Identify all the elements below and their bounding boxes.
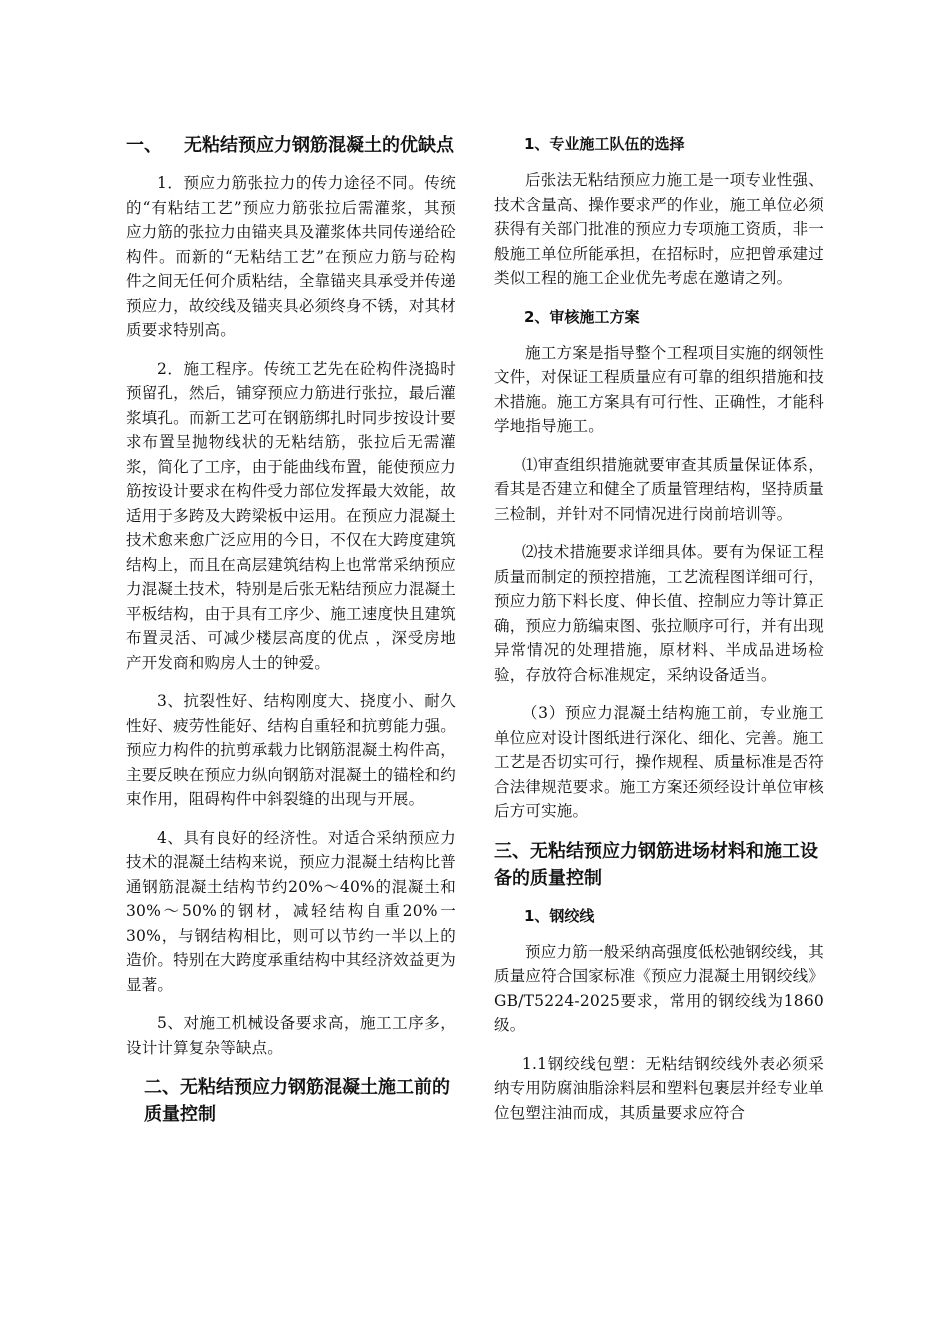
paragraph-design-deepening: （3）预应力混凝土结构施工前，专业施工单位应对设计图纸进行深化、细化、完善。施工工艺是否切实可行，操作规程、质量标准是否符合法律规范要求。施工方案还须经设计单位审核后方可实施。 (494, 704, 824, 820)
section-3-heading: 三、无粘结预应力钢筋进场材料和施工设备的质量控制 (494, 840, 818, 889)
left-column (126, 132, 456, 1140)
paragraph-5: 5、对施工机械设备要求高，施工工序多，设计计算复杂等缺点。 (126, 1014, 456, 1057)
section-2-heading: 二、无粘结预应力钢筋混凝土施工前的质量控制 (144, 1077, 450, 1125)
paragraph-tech-measures: ⑵技术措施要求详细具体。要有为保证工程质量而制定的预控措施，工艺流程图详细可行，预应力筋下料长度、伸长值、控制应力等计算正确，预应力筋编束图、张拉顺序可行，并有出现异常情况的处理措施，原材料、半成品进场检验，存放符合标准规定，采纳设备适当。 (494, 543, 824, 684)
paragraph-1: 1．预应力筋张拉力的传力途径不同。传统的“有粘结工艺”预应力筋张拉后需灌浆，其预应力筋的张拉力由锚夹具及灌浆体共同传递给砼构件。而新的“无粘结工艺”在预应力筋与砼构件之间无任何介质粘结，全靠锚夹具承受并传递预应力，故绞线及锚夹具必须终身不锈，对其材质要求特别高。 (126, 174, 456, 339)
subheading-strand: 1、钢绞线 (524, 906, 595, 925)
subheading-team-selection: 1、专业施工队伍的选择 (524, 135, 685, 153)
subheading-plan-review: 2、审核施工方案 (524, 307, 640, 326)
paragraph-plan-review: 施工方案是指导整个工程项目实施的纲领性文件，对保证工程质量应有可靠的组织措施和技术措施。施工方案具有可行性、正确性，才能科学地指导施工。 (494, 343, 824, 435)
paragraph-2: 2．施工程序。传统工艺先在砼构件浇捣时预留孔，然后，铺穿预应力筋进行张拉，最后灌浆填孔。而新工艺可在钢筋绑扎时同步按设计要求布置呈抛物线状的无粘结筋，张拉后无需灌浆，简化了工序，由于能曲线布置，能使预应力筋按设计要求在构件受力部位发挥最大效能，故适用于多跨及大跨梁板中运用。在预应力混凝土技术愈来愈广泛应用的今日，不仅在大跨度建筑结构上，而且在高层建筑结构上也常常采纳预应力混凝土技术，特别是后张无粘结预应力混凝土平板结构，由于具有工序少、施工速度快且建筑布置灵活、可减少楼层高度的优点 ，深受房地产开发商和购房人士的钟爱。 (126, 359, 456, 672)
paragraph-org-measures: ⑴审查组织措施就要审查其质量保证体系，看其是否建立和健全了质量管理结构，坚持质量三检制，并针对不同情况进行岗前培训等。 (494, 455, 824, 523)
paragraph-team-selection: 后张法无粘结预应力施工是一项专业性强、技术含量高、操作要求严的作业，施工单位必须获得有关部门批准的预应力专项施工资质，非一般施工单位所能承担，在招标时，应把曾承建过类似工程的施工企业优先考虑在邀请之列。 (494, 171, 824, 287)
paragraph-strand: 预应力筋一般采纳高强度低松弛钢绞线，其质量应符合国家标准《预应力混凝土用钢绞线》GB/T5224-2025要求，常用的钢绞线为1860级。 (494, 942, 824, 1034)
right-column (494, 132, 824, 1139)
paragraph-strand-coating: 1.1钢绞线包塑：无粘结钢绞线外表必须采纳专用防腐油脂涂料层和塑料包裹层并经专业单位包塑注油而成，其质量要求应符合 (494, 1054, 824, 1122)
paragraph-4: 4、具有良好的经济性。对适合采纳预应力技术的混凝土结构来说，预应力混凝土结构比普通钢筋混凝土结构节约20%～40%的混凝土和30%～50%的钢材，减轻结构自重20%一30%，与钢结构相比，则可以节约一半以上的造价。特别在大跨度承重结构中其经济效益更为显著。 (126, 828, 456, 994)
paragraph-3: 3、抗裂性好、结构刚度大、挠度小、耐久性好、疲劳性能好、结构自重轻和抗剪能力强。预应力构件的抗剪承载力比钢筋混凝土构件高，主要反映在预应力纵向钢筋对混凝土的锚栓和约束作用，阻碍构件中斜裂缝的出现与开展。 (126, 692, 456, 808)
section-1-title: 无粘结预应力钢筋混凝土的优缺点 (184, 135, 454, 156)
section-1-heading (126, 132, 456, 159)
section-1-number: 一、 (126, 135, 162, 156)
